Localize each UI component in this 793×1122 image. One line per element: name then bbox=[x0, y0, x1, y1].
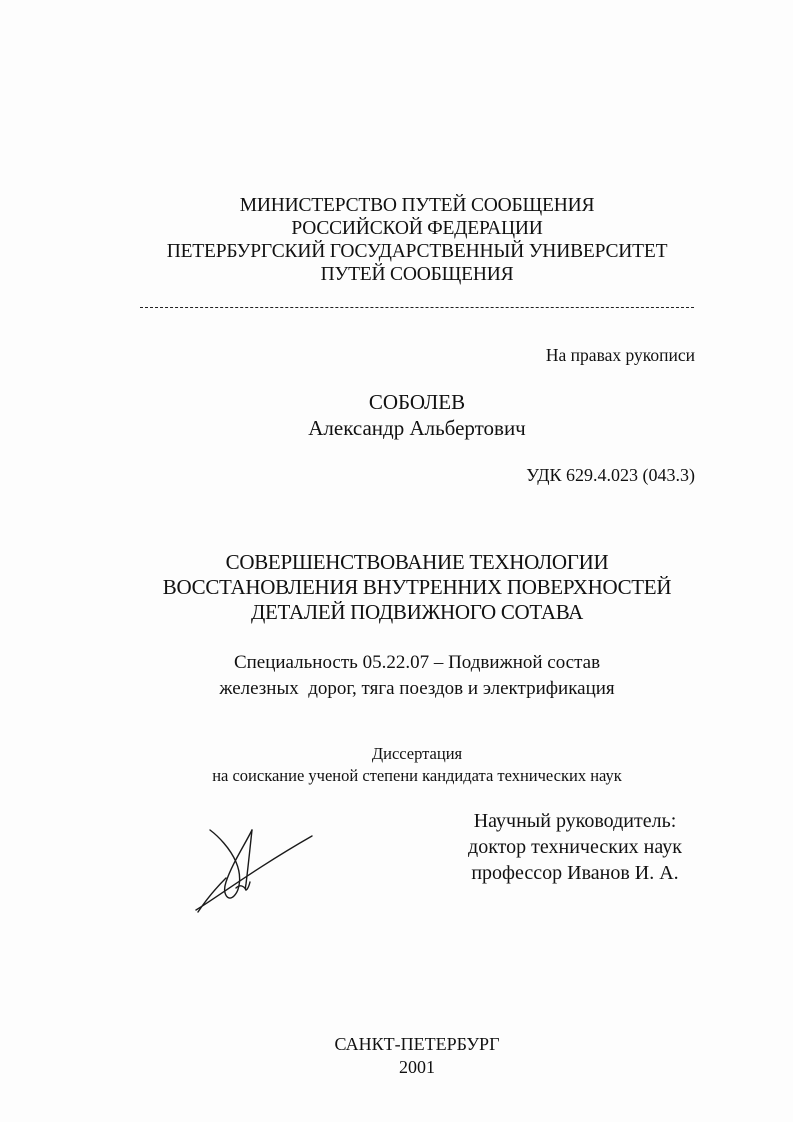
footer-year: 2001 bbox=[399, 1057, 435, 1077]
ministry-line: РОССИЙСКОЙ ФЕДЕРАЦИИ bbox=[291, 218, 543, 239]
supervisor-line: доктор технических наук bbox=[468, 836, 682, 858]
udk-code: УДК 629.4.023 (043.3) bbox=[526, 465, 695, 485]
ministry-header bbox=[0, 194, 793, 286]
specialty-block bbox=[0, 650, 793, 702]
specialty-line: железных дорог, тяга поездов и электрификация bbox=[219, 678, 615, 699]
supervisor-block bbox=[440, 808, 710, 886]
dissertation-title bbox=[0, 550, 793, 625]
specialty-line: Специальность 05.22.07 – Подвижной состав bbox=[233, 652, 601, 673]
footer-city: САНКТ-ПЕТЕРБУРГ bbox=[334, 1034, 500, 1054]
degree-line: на соискание ученой степени кандидата технических наук bbox=[212, 766, 622, 785]
author-given-name: Александр Альбертович bbox=[308, 416, 526, 440]
author-surname: СОБОЛЕВ bbox=[368, 390, 466, 414]
footer-block bbox=[0, 1033, 793, 1079]
ministry-line: ПЕТЕРБУРГСКИЙ ГОСУДАРСТВЕННЫЙ УНИВЕРСИТЕТ bbox=[166, 241, 668, 262]
manuscript-note: На правах рукописи bbox=[545, 345, 695, 365]
degree-line: Диссертация bbox=[371, 744, 463, 763]
title-line: СОВЕРШЕНСТВОВАНИЕ ТЕХНОЛОГИИ bbox=[225, 550, 609, 574]
degree-block bbox=[0, 743, 793, 787]
ministry-line: ПУТЕЙ СООБЩЕНИЯ bbox=[320, 264, 514, 285]
title-line: ДЕТАЛЕЙ ПОДВИЖНОГО СОТАВА bbox=[250, 600, 584, 624]
supervisor-line: профессор Иванов И. А. bbox=[471, 862, 679, 884]
supervisor-line: Научный руководитель: bbox=[473, 810, 677, 832]
dashed-divider bbox=[140, 307, 694, 308]
signature-icon bbox=[186, 818, 316, 918]
title-line: ВОССТАНОВЛЕНИЯ ВНУТРЕННИХ ПОВЕРХНОСТЕЙ bbox=[162, 575, 672, 599]
ministry-line: МИНИСТЕРСТВО ПУТЕЙ СООБЩЕНИЯ bbox=[239, 195, 595, 216]
